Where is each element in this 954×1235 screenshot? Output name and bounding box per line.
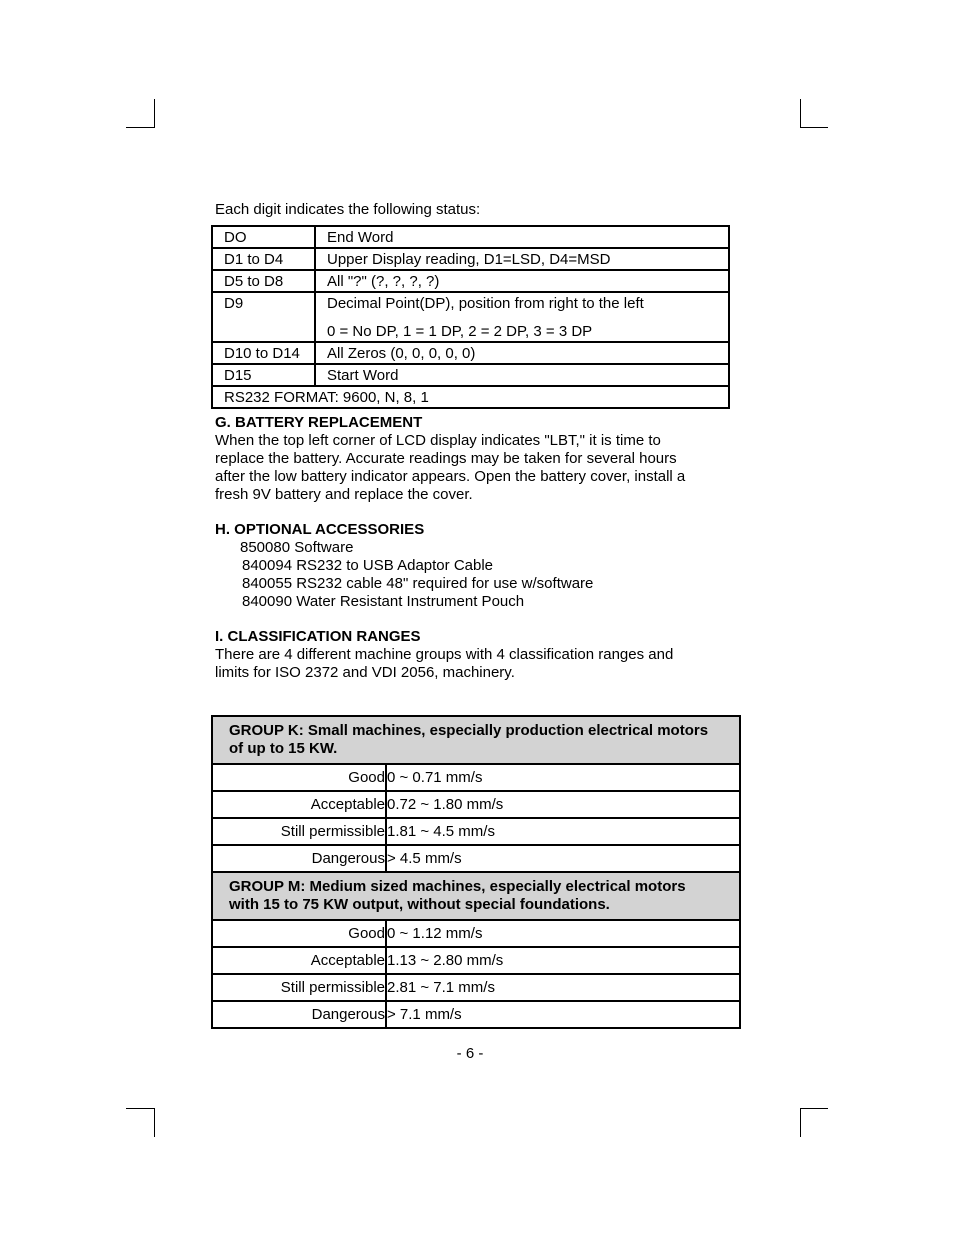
crop-mark	[800, 99, 801, 128]
class-label: Good	[212, 920, 386, 947]
paragraph-line: When the top left corner of LCD display indicates "LBT," it is time to	[215, 432, 661, 449]
paragraph-line: limits for ISO 2372 and VDI 2056, machinery.	[215, 664, 515, 681]
page-number: - 6 -	[456, 1045, 484, 1062]
digit-desc: Upper Display reading, D1=LSD, D4=MSD	[315, 248, 729, 270]
digit-desc-line2: 0 = No DP, 1 = 1 DP, 2 = 2 DP, 3 = 3 DP	[327, 323, 593, 340]
digit-code: D9	[212, 292, 315, 342]
class-label: Still permissible	[212, 974, 386, 1001]
class-value: 2.81 ~ 7.1 mm/s	[386, 974, 740, 1001]
section-heading: G. BATTERY REPLACEMENT	[215, 414, 423, 431]
digit-status-table	[211, 225, 730, 409]
table-row	[212, 818, 740, 845]
paragraph-line: after the low battery indicator appears. Open the battery cover, install a	[215, 468, 686, 485]
class-value: 1.13 ~ 2.80 mm/s	[386, 947, 740, 974]
group-title	[212, 716, 740, 764]
battery-section	[215, 414, 685, 504]
crop-mark	[800, 127, 828, 128]
crop-mark	[154, 1108, 155, 1137]
class-value: > 4.5 mm/s	[386, 845, 740, 872]
group-header	[212, 716, 740, 764]
rs232-format: RS232 FORMAT: 9600, N, 8, 1	[212, 386, 729, 408]
digit-desc: Start Word	[315, 364, 729, 386]
table-row	[212, 845, 740, 872]
group-title-line: of up to 15 KW.	[229, 740, 338, 757]
table-row	[212, 226, 729, 248]
digit-code: D15	[212, 364, 315, 386]
list-item: 850080 Software	[240, 539, 354, 556]
accessory-list	[240, 539, 593, 611]
class-value: 0 ~ 1.12 mm/s	[386, 920, 740, 947]
table-row	[212, 947, 740, 974]
crop-mark	[154, 99, 155, 128]
table-row	[212, 791, 740, 818]
class-label: Good	[212, 764, 386, 791]
table-row	[212, 386, 729, 408]
paragraph-line: There are 4 different machine groups with 4 classification ranges and	[215, 646, 674, 663]
list-item: 840094 RS232 to USB Adaptor Cable	[242, 557, 494, 574]
digit-code: D1 to D4	[212, 248, 315, 270]
classification-section	[215, 628, 673, 682]
table-row	[212, 920, 740, 947]
group-title-line: GROUP K: Small machines, especially production electrical motors	[229, 722, 709, 739]
class-value: 0.72 ~ 1.80 mm/s	[386, 791, 740, 818]
class-value: 1.81 ~ 4.5 mm/s	[386, 818, 740, 845]
group-title-line: with 15 to 75 KW output, without special foundations.	[229, 896, 610, 913]
table-row	[212, 342, 729, 364]
section-heading: H. OPTIONAL ACCESSORIES	[215, 521, 425, 538]
table-row	[212, 364, 729, 386]
crop-mark	[126, 1108, 155, 1109]
table-row	[212, 292, 729, 342]
group-title	[212, 872, 740, 920]
digit-desc: Decimal Point(DP), position from right to the left	[327, 295, 644, 312]
class-label: Still permissible	[212, 818, 386, 845]
table-row	[212, 248, 729, 270]
list-item: 840090 Water Resistant Instrument Pouch	[242, 593, 525, 610]
class-label: Dangerous	[212, 845, 386, 872]
digit-desc: End Word	[315, 226, 729, 248]
digit-code: D10 to D14	[212, 342, 315, 364]
class-label: Acceptable	[212, 791, 386, 818]
group-header	[212, 872, 740, 920]
group-title-line: GROUP M: Medium sized machines, especially electrical motors	[229, 878, 686, 895]
class-value: 0 ~ 0.71 mm/s	[386, 764, 740, 791]
crop-mark	[126, 127, 155, 128]
class-label: Dangerous	[212, 1001, 386, 1028]
digit-code: D5 to D8	[212, 270, 315, 292]
intro-text: Each digit indicates the following status:	[215, 201, 481, 218]
table-row	[212, 974, 740, 1001]
table-row	[212, 1001, 740, 1028]
table-row	[212, 270, 729, 292]
digit-desc: All "?" (?, ?, ?, ?)	[315, 270, 729, 292]
section-heading: I. CLASSIFICATION RANGES	[215, 628, 421, 645]
class-label: Acceptable	[212, 947, 386, 974]
table-row	[212, 764, 740, 791]
digit-code: DO	[212, 226, 315, 248]
class-value: > 7.1 mm/s	[386, 1001, 740, 1028]
list-item: 840055 RS232 cable 48" required for use w/software	[242, 575, 594, 592]
paragraph-line: fresh 9V battery and replace the cover.	[215, 486, 473, 503]
paragraph-line: replace the battery. Accurate readings may be taken for several hours	[215, 450, 677, 467]
digit-desc: All Zeros (0, 0, 0, 0, 0)	[315, 342, 729, 364]
digit-desc-cell	[315, 292, 729, 342]
classification-table	[211, 715, 741, 1029]
crop-mark	[800, 1108, 828, 1109]
crop-mark	[800, 1108, 801, 1137]
